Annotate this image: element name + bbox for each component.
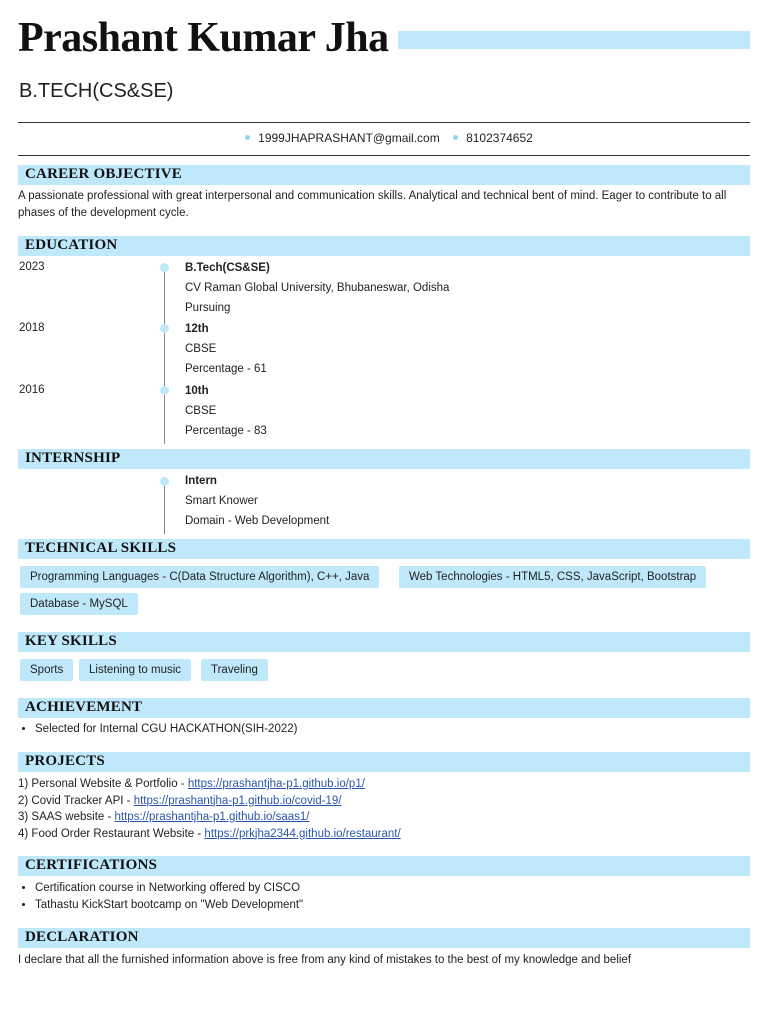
project-label: 3) SAAS website -	[18, 811, 115, 823]
bullet-icon	[245, 135, 250, 140]
education-title: B.Tech(CS&SE)	[185, 262, 270, 274]
section-title: CERTIFICATIONS	[25, 857, 158, 873]
section-title: TECHNICAL SKILLS	[25, 540, 177, 556]
list-item: • Selected for Internal CGU HACKATHON(SIH-2022)	[35, 721, 297, 738]
education-line: Percentage - 83	[185, 425, 267, 437]
education-line: CV Raman Global University, Bhubaneswar, Odisha	[185, 282, 450, 294]
education-timeline-line	[164, 268, 165, 444]
phone-text[interactable]: 8102374652	[466, 131, 533, 145]
education-title: 10th	[185, 385, 209, 397]
candidate-name: Prashant Kumar Jha	[18, 15, 389, 61]
internship-timeline-line	[164, 481, 165, 534]
timeline-dot	[160, 477, 169, 486]
project-label: 2) Covid Tracker API -	[18, 794, 134, 807]
section-header-key-skills	[18, 632, 750, 652]
section-header-technical-skills	[18, 539, 750, 559]
skill-tag: Web Technologies - HTML5, CSS, JavaScript, Bootstrap	[399, 566, 706, 588]
section-header-career-objective	[18, 165, 750, 185]
project-link[interactable]: https://prashantjha-p1.github.io/covid-19/	[133, 794, 342, 807]
project-link[interactable]: https://prkjha2344.github.io/restaurant/	[204, 827, 401, 840]
list-item: • Certification course in Networking offered by CISCO	[35, 880, 303, 897]
project-label: 1) Personal Website & Portfolio -	[18, 778, 188, 790]
education-entry	[185, 319, 267, 379]
section-header-projects	[18, 752, 750, 772]
education-line: Percentage - 61	[185, 363, 267, 375]
education-year: 2018	[19, 322, 45, 334]
projects-list	[18, 776, 401, 842]
skill-tag: Database - MySQL	[20, 593, 138, 615]
section-title: CAREER OBJECTIVE	[25, 166, 182, 182]
project-label: 4) Food Order Restaurant Website -	[18, 827, 205, 840]
divider-bottom	[18, 155, 750, 156]
internship-company: Smart Knower	[185, 495, 258, 507]
education-year: 2023	[19, 261, 45, 273]
section-header-achievement	[18, 698, 750, 718]
career-objective-text: A passionate professional with great interpersonal and communication skills. Analytical and technical bent of mind. Eager to contribute to all phases of the development cycle.	[18, 190, 727, 219]
education-year: 2016	[19, 384, 45, 396]
education-entry	[185, 258, 449, 318]
skill-tag: Programming Languages - C(Data Structure Algorithm), C++, Java	[20, 566, 379, 588]
project-item	[18, 826, 401, 843]
education-line: Pursuing	[185, 302, 231, 314]
education-title: 12th	[185, 323, 209, 335]
contact-line	[0, 131, 768, 145]
project-item	[18, 809, 401, 826]
timeline-dot	[160, 386, 169, 395]
project-item	[18, 776, 401, 793]
section-header-education	[18, 236, 750, 256]
section-title: ACHIEVEMENT	[25, 699, 143, 715]
declaration-text: I declare that all the furnished information above is free from any kind of mistakes to the best of my knowledge and belief	[18, 954, 632, 966]
divider-top	[18, 122, 750, 123]
section-title: DECLARATION	[25, 929, 139, 945]
section-header-declaration	[18, 928, 750, 948]
section-title: EDUCATION	[25, 237, 118, 253]
education-entry	[185, 381, 267, 441]
key-skill-tag: Listening to music	[79, 659, 191, 681]
section-header-internship	[18, 449, 750, 469]
degree-title: B.TECH(CS&SE)	[19, 80, 174, 102]
internship-entry	[185, 471, 329, 531]
internship-role: Intern	[185, 475, 217, 487]
section-header-certifications	[18, 856, 750, 876]
timeline-dot	[160, 324, 169, 333]
achievement-list	[18, 721, 297, 738]
project-item	[18, 793, 401, 810]
section-title: PROJECTS	[25, 753, 105, 769]
education-line: CBSE	[185, 405, 217, 417]
header-accent-bar	[398, 31, 750, 49]
key-skill-tag: Traveling	[201, 659, 268, 681]
project-link[interactable]: https://prashantjha-p1.github.io/saas1/	[114, 811, 310, 823]
section-title: KEY SKILLS	[25, 633, 117, 649]
email-text[interactable]: 1999JHAPRASHANT@gmail.com	[258, 131, 440, 145]
bullet-icon	[453, 135, 458, 140]
section-title: INTERNSHIP	[25, 450, 121, 466]
key-skill-tag: Sports	[20, 659, 73, 681]
education-line: CBSE	[185, 343, 217, 355]
timeline-dot	[160, 263, 169, 272]
certifications-list	[18, 880, 303, 914]
internship-domain: Domain - Web Development	[185, 515, 330, 527]
project-link[interactable]: https://prashantjha-p1.github.io/p1/	[187, 778, 365, 790]
list-item: • Tathastu KickStart bootcamp on "Web Development"	[35, 897, 303, 914]
